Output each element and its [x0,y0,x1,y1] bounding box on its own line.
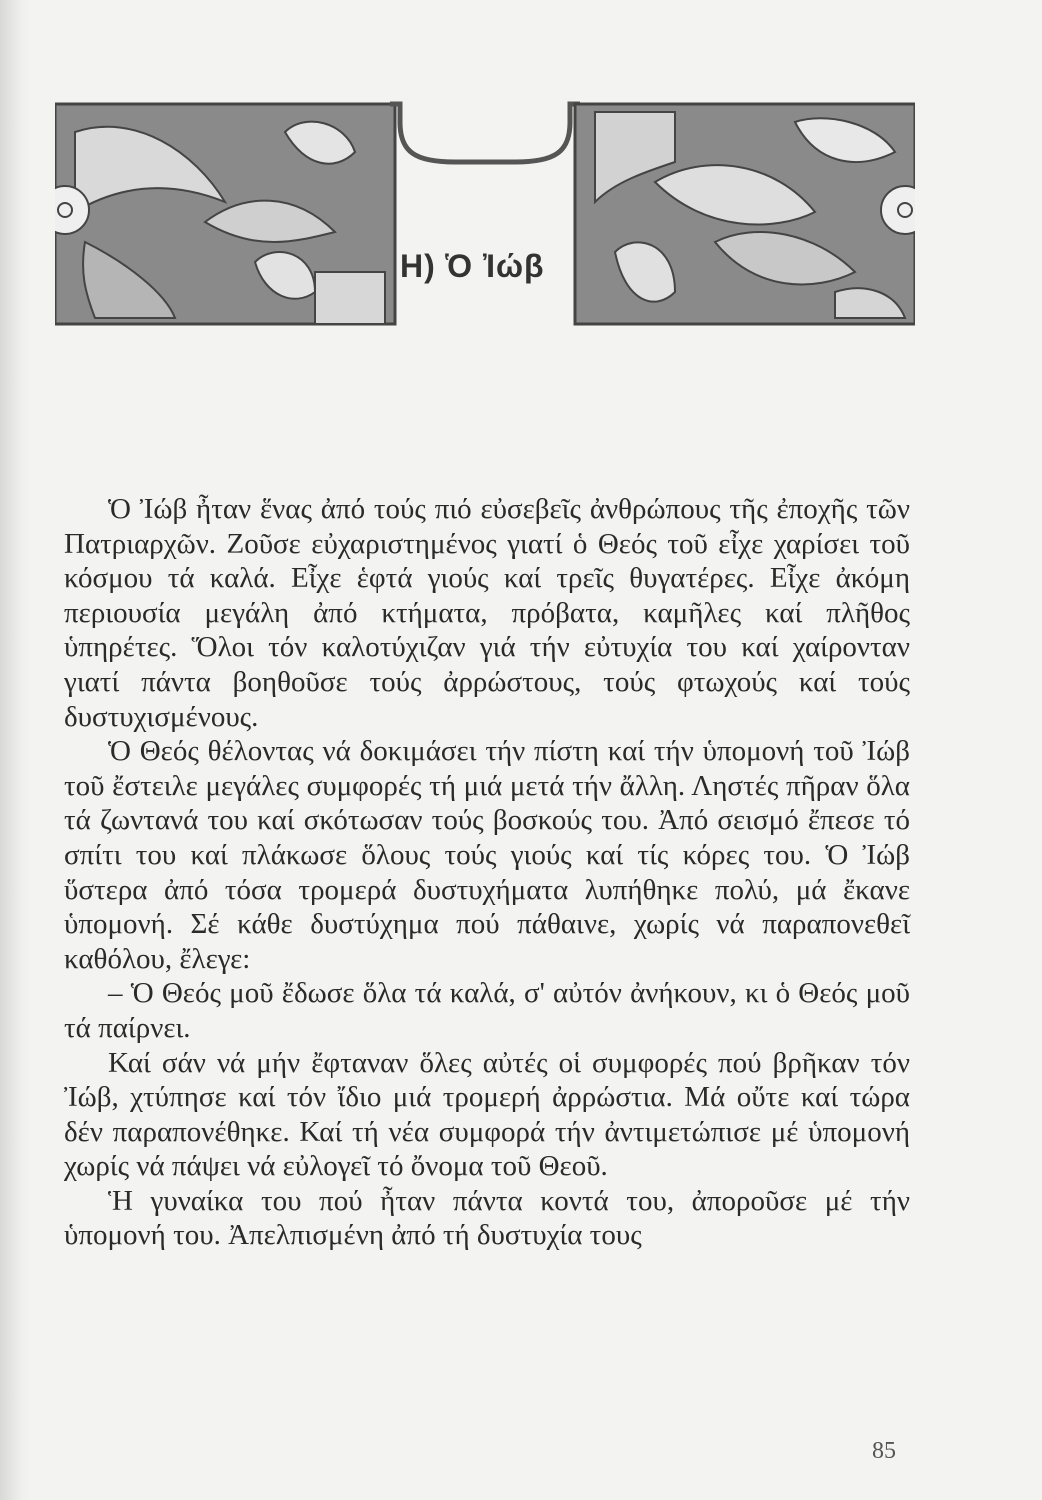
left-ornament [55,104,395,324]
paragraph-5: Ἡ γυναίκα του πού ἦταν πάντα κοντά του, ἀποροῦσε μέ τήν ὑπομονή του. Ἀπελπισμένη ἀπό τή δυστυχία τους [64,1184,910,1252]
page-edge-shadow [0,0,30,1500]
right-ornament [575,104,915,324]
paragraph-3-quote: – Ὁ Θεός μοῦ ἔδωσε ὅλα τά καλά, σ' αὐτόν ἀνήκουν, κι ὁ Θεός μοῦ τά παίρνει. [64,977,910,1044]
paragraph-2: Ὁ Θεός θέλοντας νά δοκιμάσει τήν πίστη καί τήν ὑπομονή τοῦ Ἰώβ τοῦ ἔστειλε μεγάλες συμφορές τή μιά μετά τήν ἄλλη. Ληστές πῆραν ὅλα τά ζωντανά του καί σκότωσαν τούς βοσκούς του. Ἀπό σεισμό ἔπεσε τό σπίτι του καί πλάκωσε ὅλους τούς γιούς καί τίς κόρες του. Ὁ Ἰώβ ὕστερα ἀπό τόσα τρομερά δυστυχήματα λυπήθηκε πολύ, μά ἔκανε ὑπομονή. Σέ κάθε δυστύχημα πού πάθαινε, χωρίς νά παραπονεθεῖ καθόλου, ἔλεγε: [64,735,910,975]
paragraph-4: Καί σάν νά μήν ἔφταναν ὅλες αὐτές οἱ συμφορές πού βρῆκαν τόν Ἰώβ, χτύπησε καί τόν ἴδιο μιά τρομερή ἀρρώστια. Μά οὔτε καί τώρα δέν παραπονέθηκε. Καί τή νέα συμφορά τήν ἀντιμετώπισε μέ ὑπομονή χωρίς νά πάψει νά εὐλογεῖ τό ὄνομα τοῦ Θεοῦ. [64,1046,910,1183]
page-number: 85 [872,1438,896,1464]
ornamental-header-band [55,92,915,330]
arch-frame [390,104,580,162]
chapter-title: Η) Ὁ Ἰώβ [400,248,545,284]
body-text [64,492,910,1253]
paragraph-1: Ὁ Ἰώβ ἦταν ἕνας ἀπό τούς πιό εὐσεβεῖς ἀνθρώπους τῆς ἐποχῆς τῶν Πατριαρχῶν. Ζοῦσε εὐχαριστημένος γιατί ὁ Θεός τοῦ εἶχε χαρίσει τοῦ κόσμου τά καλά. Εἶχε ἑφτά γιούς καί τρεῖς θυγατέρες. Εἶχε ἀκόμη περιουσία μεγάλη ἀπό κτήματα, πρόβατα, καμῆλες καί πλῆθος ὑπηρέτες. Ὅλοι τόν καλοτύχιζαν γιά τήν εὐτυχία του καί χαίρονταν γιατί πάντα βοηθοῦσε τούς ἀρρώστους, τούς φτωχούς καί τούς δυστυχισμένους. [64,493,910,733]
ornament-illustration [55,92,915,330]
